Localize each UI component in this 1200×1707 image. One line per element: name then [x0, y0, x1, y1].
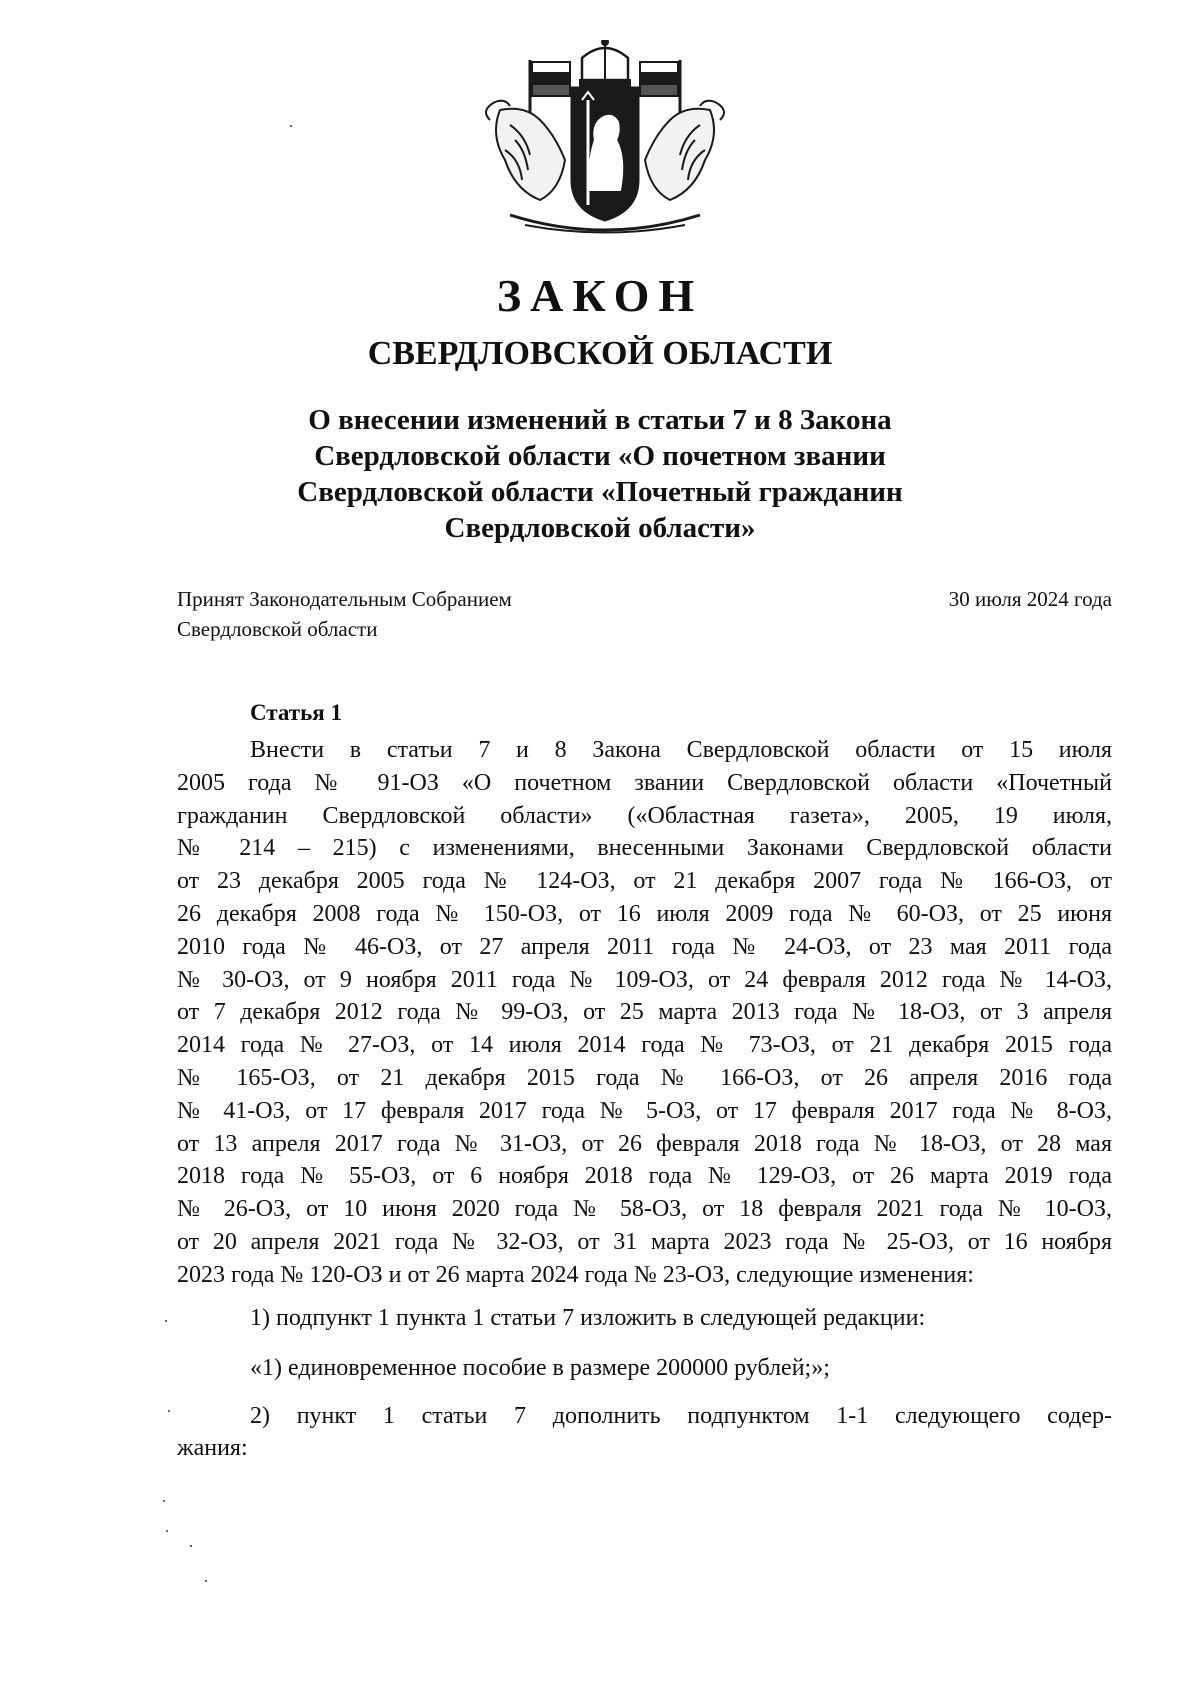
law-heading — [250, 402, 950, 546]
text-line: 2014 года № 27-ОЗ, от 14 июля 2014 года № 73-ОЗ, от 21 декабря 2015 года — [177, 1032, 1112, 1059]
article-intro-paragraph — [177, 734, 1112, 1292]
article-title: Статья 1 — [250, 700, 342, 725]
scan-artifact — [290, 125, 292, 127]
text-line: 1) подпункт 1 пункта 1 статьи 7 изложить в следующей редакции: — [250, 1305, 926, 1331]
text-line: от 7 декабря 2012 года № 99-ОЗ, от 25 марта 2013 года № 18-ОЗ, от 3 апреля — [177, 999, 1112, 1026]
text-line: 2023 года № 120-ОЗ и от 26 марта 2024 года № 23-ОЗ, следующие изменения: — [177, 1261, 974, 1288]
text-line: от 20 апреля 2021 года № 32-ОЗ, от 31 марта 2023 года № 25-ОЗ, от 16 ноября — [177, 1228, 1112, 1255]
text-line: 2005 года № 91-ОЗ «О почетном звании Свердловской области «Почетный — [177, 769, 1112, 796]
scan-artifact — [190, 1545, 192, 1547]
amendment-item-1 — [177, 1302, 1112, 1334]
text-line: гражданин Свердловской области» («Областная газета», 2005, 19 июля, — [177, 802, 1112, 829]
text-line: 2018 года № 55-ОЗ, от 6 ноября 2018 года № 129-ОЗ, от 26 марта 2019 года — [177, 1163, 1112, 1190]
scan-artifact — [165, 1320, 167, 1322]
scan-artifact — [163, 1500, 165, 1502]
adoption-info — [177, 584, 512, 644]
text-line: № 214 – 215) с изменениями, внесенными Законами Свердловской области — [177, 835, 1112, 862]
text-line: жания: — [177, 1435, 248, 1461]
adoption-line: Принят Законодательным Собранием — [177, 587, 512, 611]
amendment-item-2 — [177, 1400, 1112, 1464]
text-line: Внести в статьи 7 и 8 Закона Свердловской области от 15 июля — [250, 737, 1112, 763]
coat-of-arms-icon — [470, 40, 740, 240]
document-type-title: ЗАКОН — [496, 270, 704, 321]
region-title: СВЕРДЛОВСКОЙ ОБЛАСТИ — [367, 335, 833, 372]
text-line: от 23 декабря 2005 года № 124-ОЗ, от 21 декабря 2007 года № 166-ОЗ, от — [177, 868, 1112, 895]
scan-artifact — [166, 1530, 168, 1532]
text-line: от 13 апреля 2017 года № 31-ОЗ, от 26 февраля 2018 года № 18-ОЗ, от 28 мая — [177, 1130, 1112, 1157]
text-line: 2010 года № 46-ОЗ, от 27 апреля 2011 года № 24-ОЗ, от 23 мая 2011 года — [177, 933, 1112, 960]
heading-line: Свердловской области «Почетный гражданин — [297, 476, 903, 508]
scan-artifact — [205, 1580, 207, 1582]
text-line: № 30-ОЗ, от 9 ноября 2011 года № 109-ОЗ, от 24 февраля 2012 года № 14-ОЗ, — [177, 966, 1112, 993]
adoption-line: Свердловской области — [177, 617, 378, 641]
adoption-date: 30 июля 2024 года — [948, 587, 1112, 611]
heading-line: Свердловской области «О почетном звании — [314, 440, 886, 472]
text-line: «1) единовременное пособие в размере 200000 рублей;»; — [250, 1355, 830, 1381]
text-line: 26 декабря 2008 года № 150-ОЗ, от 16 июля 2009 года № 60-ОЗ, от 25 июня — [177, 900, 1112, 927]
text-line: № 41-ОЗ, от 17 февраля 2017 года № 5-ОЗ, от 17 февраля 2017 года № 8-ОЗ, — [177, 1097, 1112, 1124]
heading-line: Свердловской области» — [444, 512, 756, 544]
text-line: № 26-ОЗ, от 10 июня 2020 года № 58-ОЗ, от 18 февраля 2021 года № 10-ОЗ, — [177, 1196, 1112, 1223]
amendment-item-1-quote — [177, 1352, 1112, 1384]
text-line: № 165-ОЗ, от 21 декабря 2015 года № 166-ОЗ, от 26 апреля 2016 года — [177, 1064, 1112, 1091]
heading-line: О внесении изменений в статьи 7 и 8 Закона — [308, 404, 892, 436]
scan-artifact — [168, 1410, 170, 1412]
text-line: 2) пункт 1 статьи 7 дополнить подпунктом 1-1 следующего содер- — [250, 1403, 1112, 1429]
